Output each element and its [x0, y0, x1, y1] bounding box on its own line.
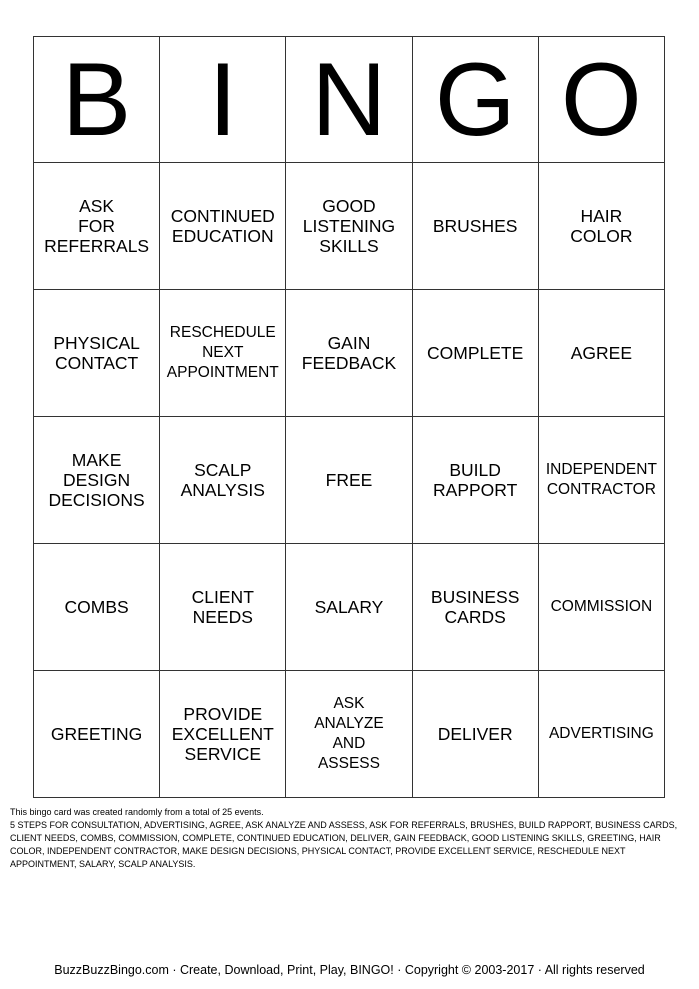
cell-text: BRUSHES [432, 216, 518, 236]
bingo-cell [538, 671, 664, 798]
bingo-cell [34, 290, 160, 417]
cell-text: BUILD RAPPORT [433, 460, 518, 500]
bingo-cell [412, 290, 538, 417]
cell-text: CONTINUED EDUCATION [170, 206, 275, 246]
bingo-header-row [34, 37, 665, 163]
cell-text: CLIENT NEEDS [191, 587, 254, 627]
bingo-cell [160, 163, 286, 290]
cell-text: ASK ANALYZE AND ASSESS [314, 695, 384, 772]
bingo-cell [160, 290, 286, 417]
event-list: 5 STEPS FOR CONSULTATION, ADVERTISING, AGREE, ASK ANALYZE AND ASSESS, ASK FOR REFERRALS, BRUSHES, BUILD RAPPORT, BUSINESS CARDS, CLIENT NEEDS, COMBS, COMMISSION, COMPLETE, CONTINUED EDUCATION, DELIVER, GAIN FEEDBACK, GOOD LISTENING SKILLS, GREETING, HAIR COLOR, INDEPENDENT CONTRACTOR, MAKE DESIGN DECISIONS, PHYSICAL CONTACT, PROVIDE EXCELLENT SERVICE, RESCHEDULE NEXT APPOINTMENT, SALARY, SCALP ANALYSIS. [10, 820, 678, 869]
header-letter-g: G [412, 37, 538, 163]
bingo-cell [538, 544, 664, 671]
cell-text: COMBS [64, 597, 129, 617]
bingo-row [34, 671, 665, 798]
cell-text: GAIN FEEDBACK [301, 333, 397, 373]
bingo-cell [286, 544, 412, 671]
bingo-row [34, 544, 665, 671]
bingo-cell [412, 163, 538, 290]
bingo-cell [286, 163, 412, 290]
bingo-cell [34, 671, 160, 798]
cell-text: PHYSICAL CONTACT [53, 333, 140, 373]
bingo-cell [34, 163, 160, 290]
bingo-cell [34, 417, 160, 544]
cell-text: INDEPENDENT CONTRACTOR [545, 461, 657, 498]
card-description [10, 806, 690, 871]
bingo-cell [160, 544, 286, 671]
card-description-line: This bingo card was created randomly from a total of 25 events. [10, 807, 264, 817]
cell-text: RESCHEDULE NEXT APPOINTMENT [166, 324, 279, 381]
bingo-cell [412, 671, 538, 798]
bingo-cell [538, 290, 664, 417]
bingo-row [34, 417, 665, 544]
bingo-cell [538, 163, 664, 290]
header-letter-o: O [538, 37, 664, 163]
bingo-row [34, 290, 665, 417]
cell-text: GOOD LISTENING SKILLS [302, 196, 396, 256]
header-letter-n: N [286, 37, 412, 163]
header-letter-i: I [160, 37, 286, 163]
cell-text: COMMISSION [550, 598, 653, 615]
cell-text: AGREE [570, 343, 633, 363]
cell-text: ADVERTISING [548, 725, 654, 742]
bingo-card [33, 36, 665, 798]
bingo-cell [412, 417, 538, 544]
bingo-cell [286, 671, 412, 798]
page-footer: BuzzBuzzBingo.com · Create, Download, Print, Play, BINGO! · Copyright © 2003-2017 · All rights reserved [54, 963, 645, 977]
cell-text: BUSINESS CARDS [430, 587, 520, 627]
cell-text: HAIR COLOR [570, 206, 633, 246]
cell-text: DELIVER [437, 724, 513, 744]
bingo-cell-free [286, 417, 412, 544]
bingo-cell [34, 544, 160, 671]
cell-text: ASK FOR REFERRALS [44, 196, 150, 256]
bingo-cell [160, 417, 286, 544]
cell-text: MAKE DESIGN DECISIONS [48, 450, 145, 510]
bingo-cell [538, 417, 664, 544]
cell-text: SCALP ANALYSIS [180, 460, 265, 500]
bingo-cell [160, 671, 286, 798]
bingo-cell [286, 290, 412, 417]
cell-text: COMPLETE [427, 343, 524, 363]
cell-text: GREETING [50, 724, 143, 744]
cell-text: SALARY [314, 597, 384, 617]
cell-text: PROVIDE EXCELLENT SERVICE [171, 704, 274, 764]
header-letter-b: B [34, 37, 160, 163]
cell-text: FREE [325, 470, 373, 490]
bingo-cell [412, 544, 538, 671]
bingo-row [34, 163, 665, 290]
